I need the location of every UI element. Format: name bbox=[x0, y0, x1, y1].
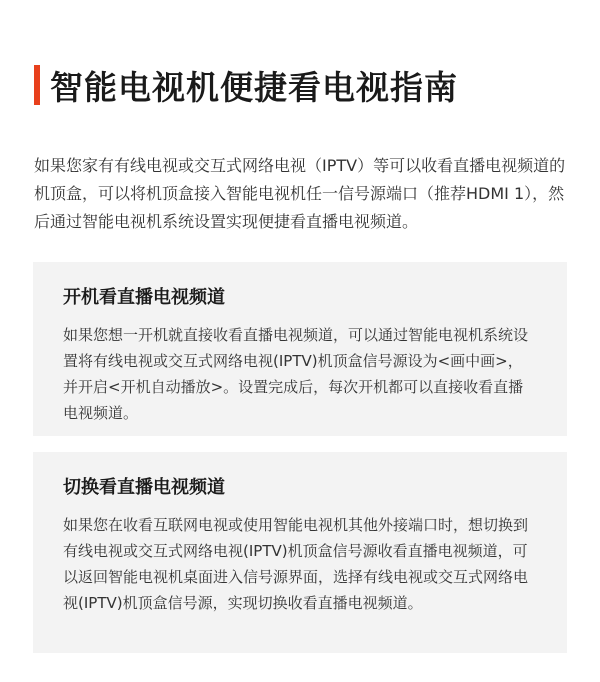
page-title: 智能电视机便捷看电视指南 bbox=[50, 67, 458, 107]
intro-paragraph: 如果您家有有线电视或交互式网络电视（IPTV）等可以收看直播电视频道的机顶盒，可以将机顶盒接入智能电视机任一信号源端口（推荐HDMI 1），然后通过智能电视机系统设置实现便捷看直播电视频道。 bbox=[34, 156, 566, 231]
section-card-power-on bbox=[33, 262, 567, 436]
title-accent-bar bbox=[34, 65, 40, 105]
section-card-switch bbox=[33, 452, 567, 653]
section-title: 开机看直播电视频道 bbox=[63, 287, 225, 308]
title-row bbox=[34, 62, 458, 108]
section-body: 如果您在收看互联网电视或使用智能电视机其他外接端口时，想切换到有线电视或交互式网络电视(IPTV)机顶盒信号源收看直播电视频道，可以返回智能电视机桌面进入信号源界面，选择有线电视或交互式网络电视(IPTV)机顶盒信号源，实现切换收看直播电视频道。 bbox=[63, 516, 529, 612]
section-body: 如果您想一开机就直接收看直播电视频道，可以通过智能电视机系统设置将有线电视或交互式网络电视(IPTV)机顶盒信号源设为<画中画>，并开启<开机自动播放>。设置完成后，每次开机都可以直接收看直播电视频道。 bbox=[63, 326, 529, 422]
section-title: 切换看直播电视频道 bbox=[63, 477, 225, 498]
